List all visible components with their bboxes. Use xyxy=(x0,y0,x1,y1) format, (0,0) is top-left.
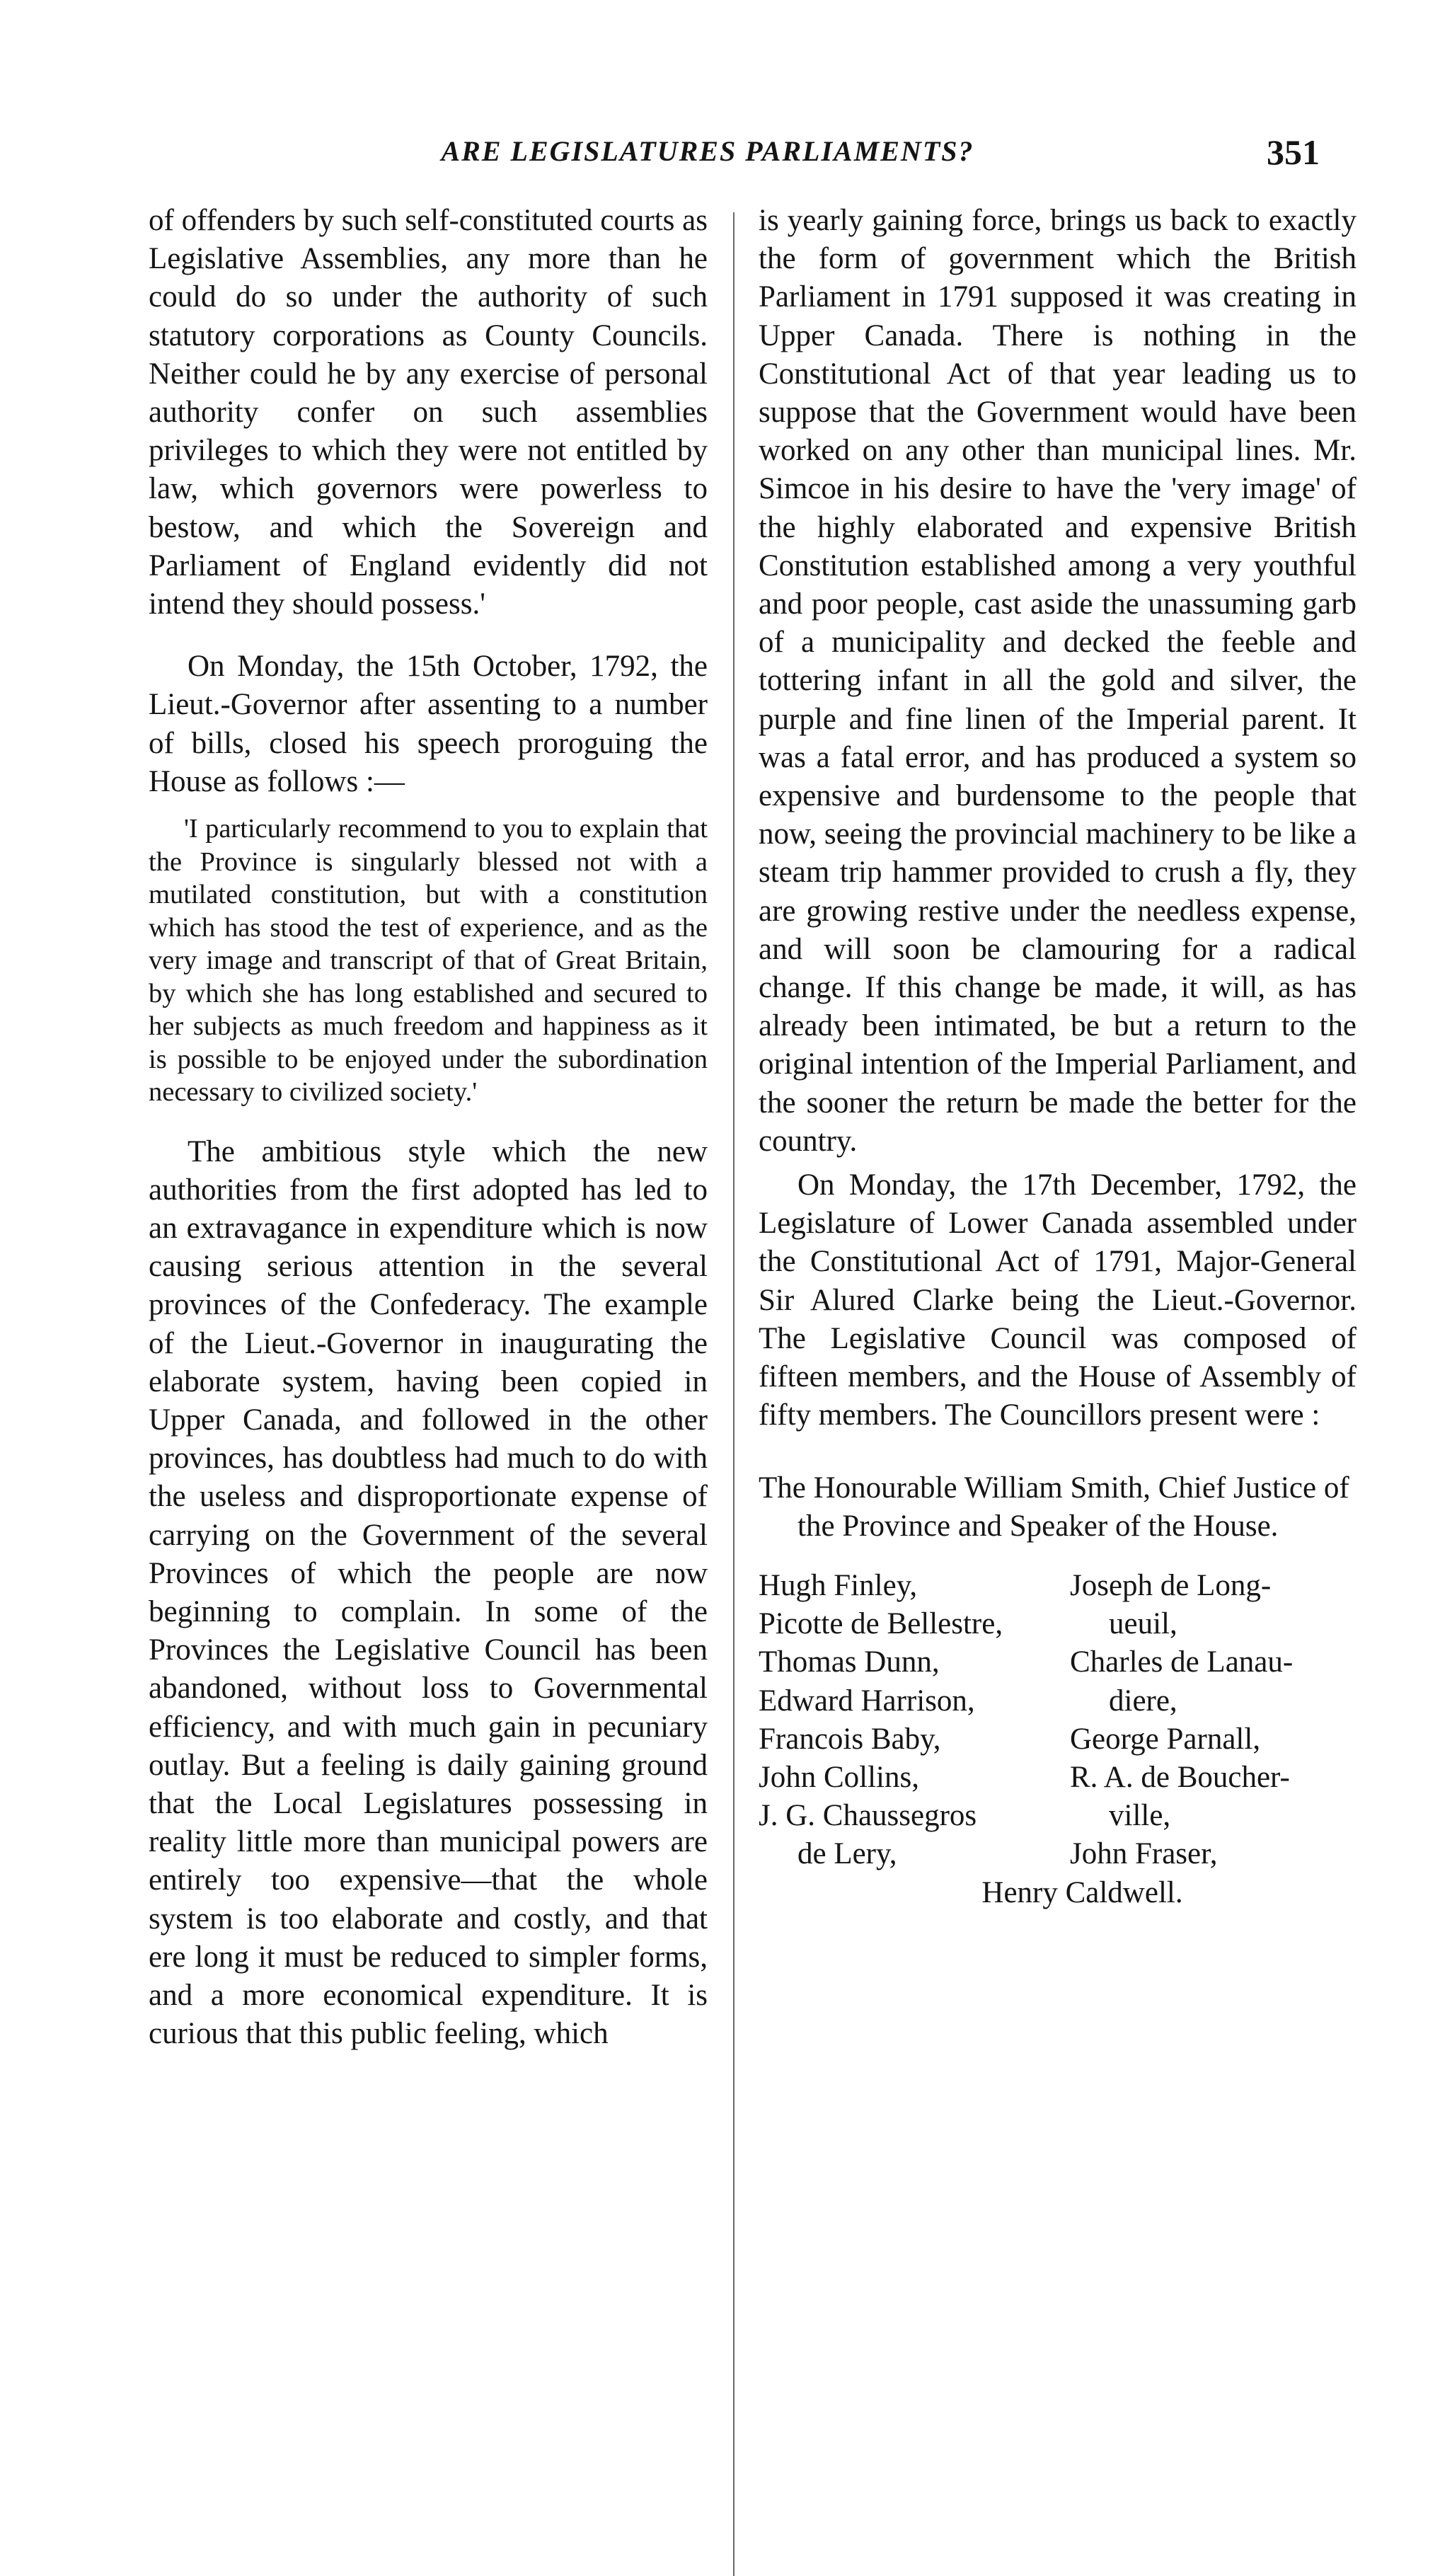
page-number: 351 xyxy=(1267,132,1320,172)
councillor-name: ville, xyxy=(1109,1799,1171,1833)
paragraph: On Monday, the 15th October, 1792, the Lieut.-Governor after assenting to a number of bills, closed his speech proroguing the House as follows :— xyxy=(149,650,708,798)
councillor-name: Edward Harrison, xyxy=(759,1684,975,1718)
paragraph: The ambitious style which the new authorities from the first adopted has led to an extravagance in expenditure which is now causing serious attention in the several provinces of the Confederacy. The example of the Lieut.-Governor in inaugurating the elaborate system, having been copied in Upper Canada, and followed in the other provinces, has doubtless had much to do with the useless and disproportionate expense of carrying on the Government of the several Provinces of which the people are now beginning to complain. In some of the Provinces the Legislative Council has been abandoned, without loss to Governmental efficiency, and with much gain in pecuniary outlay. But a feeling is daily gaining ground that the Local Legislatures possessing in reality little more than municipal powers are entirely too expensive—that the whole system is too elaborate and costly, and that ere long it must be reduced to simpler forms, and a more economical expenditure. It is curious that this public feeling, which xyxy=(149,1134,708,2051)
councillor-name: Henry Caldwell. xyxy=(981,1875,1183,1909)
column-divider xyxy=(733,212,735,2576)
councillor-name: diere, xyxy=(1109,1684,1177,1718)
councillor-name: ueuil, xyxy=(1109,1607,1177,1641)
chief-justice-entry: The Honourable William Smith, Chief Justice of the Province and Speaker of the House. xyxy=(759,1471,1349,1543)
left-column xyxy=(149,202,708,2053)
councillor-name: Charles de Lanau- xyxy=(1070,1645,1294,1679)
paragraph: On Monday, the 17th December, 1792, the Legislature of Lower Canada assembled under the Constitutional Act of 1791, Major-General Sir Alured Clarke being the Lieut.-Governor. The Legislative Council was composed of fifteen members, and the House of Assembly of fifty members. The Councillors present were : xyxy=(759,1168,1357,1432)
councillor-name: Francois Baby, xyxy=(759,1722,941,1756)
councillor-name: George Parnall, xyxy=(1070,1722,1261,1756)
running-title: ARE LEGISLATURES PARLIAMENTS? xyxy=(441,135,974,167)
councillor-name: John Collins, xyxy=(759,1760,919,1794)
right-column xyxy=(759,202,1357,1912)
councillor-name: Thomas Dunn, xyxy=(759,1645,940,1679)
councillor-name: Picotte de Bellestre, xyxy=(759,1607,1003,1641)
councillor-list xyxy=(759,1567,1357,1874)
councillor-name: Hugh Finley, xyxy=(759,1568,918,1602)
paragraph: is yearly gaining force, brings us back to exactly the form of government which the British Parliament in 1791 supposed it was creating in Upper Canada. There is nothing in the Constitutional Act of that year leading us to suppose that the Government would have been worked on any other than municipal lines. Mr. Simcoe in his desire to have the 'very image' of the highly elaborated and expensive British Constitution established among a very youthful and poor people, cast aside the unassuming garb of a municipality and decked the feeble and tottering infant in all the gold and silver, the purple and fine linen of the Imperial parent. It was a fatal error, and has produced a system so expensive and burdensome to the people that now, seeing the provincial machinery to be like a steam trip hammer provided to crush a fly, they are growing restive under the needless expense, and will soon be clamouring for a radical change. If this change be made, it will, as has already been intimated, be but a return to the original intention of the Imperial Parliament, and the sooner the return be made the better for the country. xyxy=(759,204,1357,1158)
councillor-name: de Lery, xyxy=(797,1837,897,1871)
councillor-name: J. G. Chaussegros xyxy=(759,1799,977,1833)
councillor-name: Joseph de Long- xyxy=(1070,1568,1272,1602)
paragraph: of offenders by such self-constituted courts as Legislative Assemblies, any more than he could do so under the authority of such statutory corporations as County Councils. Neither could he by any exercise of personal authority confer on such assemblies privileges to which they were not entitled by law, which governors were powerless to bestow, and which the Sovereign and Parliament of England evidently did not intend they should possess.' xyxy=(149,204,708,621)
block-quote: 'I particularly recommend to you to explain that the Province is singularly blessed not with a mutilated constitution, but with a constitution which has stood the test of experience, and as the very image and transcript of that of Great Britain, by which she has long established and secured to her subjects as much freedom and happiness as it is possible to be enjoyed under the subordination necessary to civilized society.' xyxy=(149,814,708,1108)
councillor-name: John Fraser, xyxy=(1070,1837,1218,1871)
councillor-name: R. A. de Boucher- xyxy=(1070,1760,1290,1794)
